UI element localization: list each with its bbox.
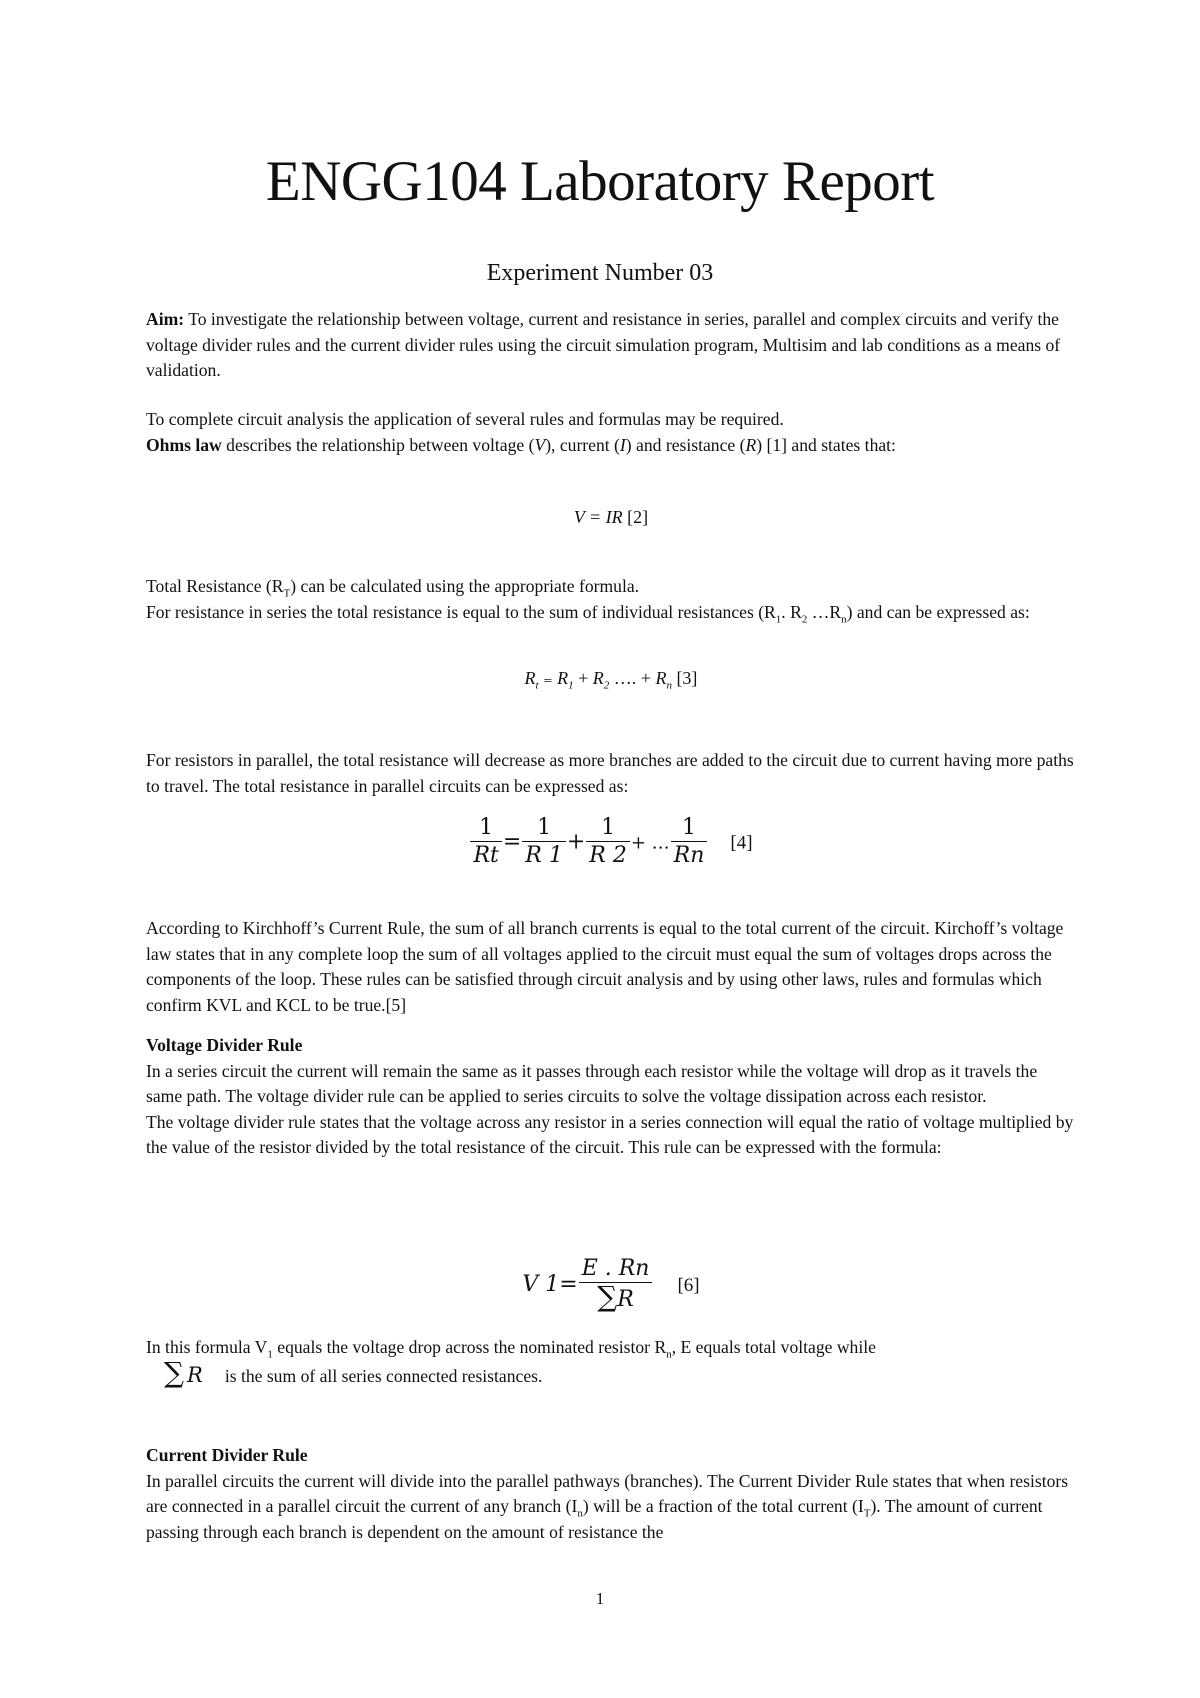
- fraction-numerator: 1: [586, 815, 630, 842]
- fraction-denominator: R 2: [589, 843, 627, 868]
- fraction-denominator: Rn: [673, 843, 705, 868]
- sf-dots: …. +: [609, 668, 656, 688]
- fraction-rn: [671, 815, 708, 870]
- voltage-divider-section: [146, 1033, 1076, 1161]
- total-res-text: ) can be calculated using the appropriate formula.: [290, 576, 640, 596]
- series-sub: n: [841, 613, 847, 626]
- vdr-fraction: [579, 1256, 653, 1314]
- fraction-numerator: 1: [522, 815, 566, 842]
- total-resistance-line: [146, 574, 1076, 600]
- sum-line: [146, 1356, 1076, 1390]
- fraction-numerator: 1: [671, 815, 708, 842]
- fraction-denominator: [579, 1280, 653, 1314]
- series-formula: [146, 665, 1076, 691]
- series-text: ) and can be expressed as:: [846, 601, 1030, 622]
- sum-text: is the sum of all series connected resistances.: [224, 1366, 543, 1386]
- cdr-text: ) will be a fraction of the total current (I: [582, 1496, 864, 1516]
- vdr-paragraph-2: The voltage divider rule states that the voltage across any resistor in a series connection will equal the ratio of voltage multiplied by the value of the resistor divided by the total resistance of the circuit. This rule can be expressed with the formula:: [146, 1111, 1074, 1157]
- ohms-text: ) and resistance (: [625, 434, 746, 455]
- pf-plus: +: [566, 829, 586, 855]
- sf-r: R: [592, 668, 604, 688]
- series-sub: 2: [801, 613, 808, 626]
- ohms-v: V: [534, 434, 546, 455]
- vdr-heading: Voltage Divider Rule: [146, 1035, 303, 1055]
- sum-r: R: [187, 1363, 203, 1387]
- vdr-paragraph-1: In a series circuit the current will remain the same as it passes through each resistor while the voltage will drop as it travels the same path. The voltage divider rule can be applied to series circuits to solve the voltage dissipation across each resistor.: [146, 1060, 1038, 1106]
- vdr-ref: [6]: [677, 1275, 700, 1296]
- ohms-r: R: [745, 434, 757, 455]
- sf-r: R: [524, 668, 536, 688]
- series-text: For resistance in series the total resistance is equal to the sum of individual resistances (R: [146, 601, 776, 622]
- vdr-lhs: V 1: [522, 1272, 560, 1297]
- intro-text: To complete circuit analysis the application of several rules and formulas may be required.: [146, 409, 784, 429]
- sigma-symbol: ∑: [597, 1280, 618, 1313]
- fraction-r2: [586, 815, 630, 870]
- total-res-text: Total Resistance (R: [146, 576, 284, 596]
- pf-ref: [4]: [730, 832, 753, 854]
- sf-eq: ₌: [538, 668, 558, 688]
- series-line: [146, 600, 1076, 626]
- sf-r: R: [557, 668, 569, 688]
- ohms-text: ), current (: [545, 434, 620, 455]
- report-title: ENGG104 Laboratory Report: [265, 150, 935, 213]
- cdr-text: In parallel circuits the current will divide into the parallel pathways (branches). The Current Divider Rule states that when resistors are connected in a parallel circuit the current of any branch (I: [146, 1470, 1069, 1516]
- sf-ref: [3]: [671, 668, 698, 688]
- pf-plus-dots: + …: [630, 832, 670, 854]
- vdr-den-r: R: [617, 1287, 634, 1312]
- aim-label: Aim:: [146, 309, 185, 329]
- experiment-number: Experiment Number 03: [486, 260, 714, 286]
- kirchhoff-paragraph: According to Kirchhoff’s Current Rule, the sum of all branch currents is equal to the total current of the circuit. Kirchoff’s voltage law states that in any complete loop the sum of all voltages applied to the circuit must equal the sum of voltages drops across the components of the loop. These rules can be satisfied through circuit analysis and by using other laws, rules and formulas which confirm KVL and KCL to be true.[5]: [146, 918, 1064, 1015]
- ohms-text: describes the relationship between voltage (: [221, 434, 535, 455]
- sf-sub: t: [535, 679, 539, 692]
- series-sub: 1: [775, 613, 782, 626]
- pf-eq: =: [502, 829, 522, 855]
- ohms-formula-expression: V = IR: [573, 507, 623, 527]
- sf-r: R: [655, 668, 667, 688]
- cdr-paragraph: [146, 1469, 1076, 1546]
- fraction-denominator: R 1: [525, 843, 563, 868]
- fraction-r1: [522, 815, 566, 870]
- cdr-sub: T: [863, 1507, 871, 1520]
- ohms-i: I: [619, 434, 626, 455]
- parallel-paragraph: For resistors in parallel, the total resistance will decrease as more branches are added to the circuit due to current having more paths to travel. The total resistance in parallel circuits can be expressed as:: [146, 750, 1074, 796]
- vdr-explanation: [146, 1335, 1076, 1361]
- vdr-expl-sub: n: [666, 1348, 672, 1361]
- sf-sub: n: [666, 679, 672, 692]
- ohms-text: ) [1] and states that:: [756, 434, 896, 455]
- vdr-eq: =: [559, 1272, 578, 1297]
- total-res-sub: T: [283, 587, 291, 600]
- sigma-symbol: ∑: [164, 1356, 184, 1389]
- sf-sub: 2: [603, 679, 610, 692]
- sf-plus: +: [573, 668, 593, 688]
- ohms-formula-ref: [2]: [622, 507, 649, 527]
- page-number: 1: [595, 1589, 605, 1608]
- fraction-rt: [470, 815, 501, 870]
- aim-text: To investigate the relationship between voltage, current and resistance in series, parallel and complex circuits and verify the voltage divider rules and the current divider rules using the circuit simulation program, Multisim and lab conditions as a means of validation.: [146, 309, 1061, 380]
- sf-sub: 1: [568, 679, 574, 692]
- cdr-text: ). The amount of current passing through each branch is dependent on the amount of resistance the: [146, 1496, 1043, 1542]
- intro-paragraph: [146, 407, 1076, 458]
- cdr-sub: n: [577, 1507, 583, 1520]
- ohms-law-line: [146, 433, 1076, 459]
- fraction-denominator: Rt: [473, 843, 499, 868]
- ohms-label: Ohms law: [146, 434, 222, 455]
- series-text: . R: [781, 601, 802, 622]
- aim-paragraph: [146, 307, 1076, 384]
- current-divider-section: [146, 1443, 1076, 1545]
- vdr-expl-text: In this formula V: [146, 1337, 268, 1357]
- fraction-numerator: E . Rn: [579, 1256, 653, 1283]
- total-resistance-paragraph: [146, 574, 1076, 625]
- vdr-formula: [146, 1256, 1076, 1314]
- fraction-numerator: 1: [470, 815, 501, 842]
- vdr-expl-text: equals the voltage drop across the nominated resistor R: [272, 1337, 667, 1357]
- ohms-formula: [146, 504, 1076, 530]
- series-text: …R: [807, 601, 842, 622]
- vdr-expl-text: , E equals total voltage while: [671, 1337, 876, 1357]
- vdr-expl-sub: 1: [267, 1348, 273, 1361]
- cdr-heading: Current Divider Rule: [146, 1445, 308, 1465]
- parallel-formula: [146, 815, 1076, 870]
